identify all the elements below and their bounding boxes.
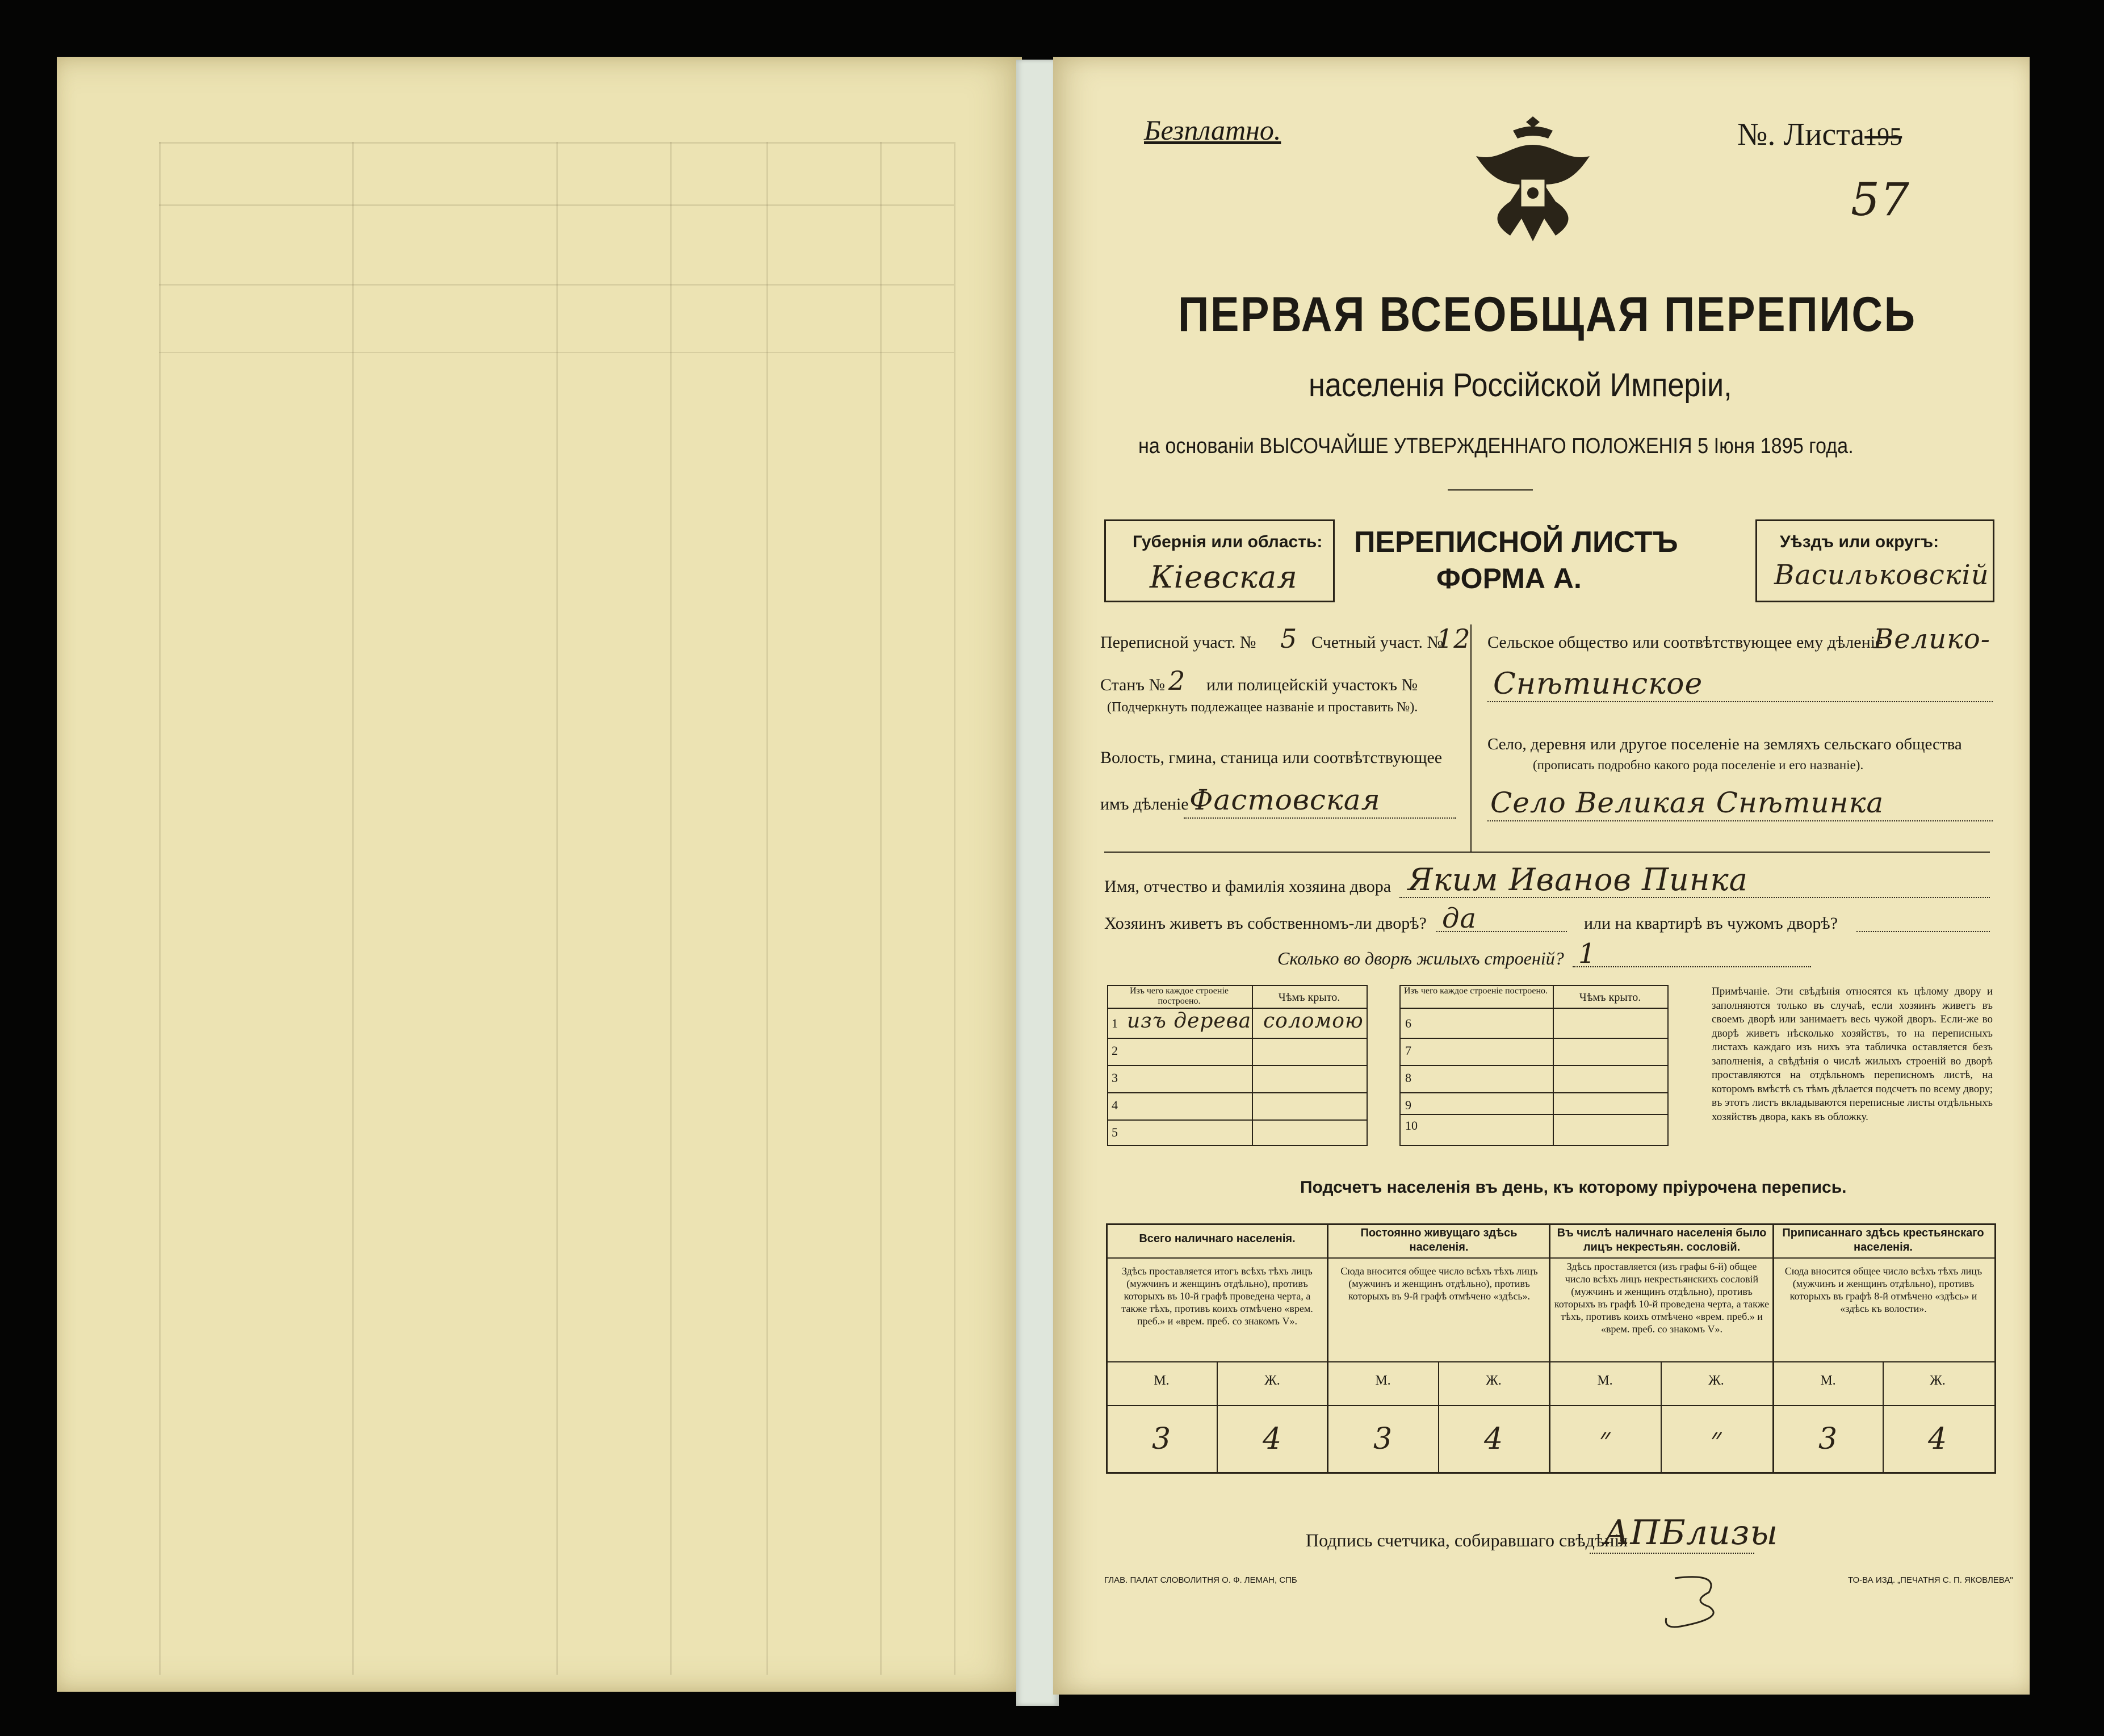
row-number: 10	[1405, 1118, 1418, 1133]
total-male-value: 3	[1151, 1422, 1172, 1456]
sheet-number-handwritten: 57	[1851, 173, 1910, 226]
group-1-desc: Здѣсь проставляется итогъ всѣхъ тѣхъ лицъ (мужчинъ и женщинъ отдѣльно), противъ которыхъ въ 10-й графѣ проведена черта, а также тѣхъ, противъ коихъ отмѣчено «врем. преб.» и «врем. преб. со знакомъ V».	[1121, 1265, 1313, 1327]
own-yard-value: да	[1442, 903, 1477, 934]
col-material-header: Изъ чего каждое строеніе построено.	[1129, 986, 1229, 1006]
total-female-value: 4	[1262, 1422, 1282, 1456]
table-rule	[1106, 1257, 1994, 1259]
buildings-line	[1573, 966, 1811, 967]
row-number: 3	[1112, 1071, 1118, 1085]
gubernia-label: Губернія или область:	[1133, 532, 1323, 551]
count-area-value: 12	[1436, 623, 1471, 654]
society-label: Сельское общество или соотвѣтствующее ему дѣленіе	[1487, 633, 1883, 652]
non-peasant-female-value: ״	[1710, 1422, 1722, 1456]
buildings-value: 1	[1578, 938, 1596, 970]
police-label: или полицейскій участокъ №	[1206, 676, 1418, 694]
binding-strip	[1016, 60, 1059, 1706]
village-value: Село Великая Снѣтинка	[1490, 786, 1884, 819]
table-rule	[1107, 1065, 1367, 1066]
row1-material: изъ дерева	[1127, 1009, 1252, 1033]
volost-value: Фастовская	[1189, 783, 1381, 816]
uezd-value: Васильковскій	[1774, 559, 1989, 591]
rent-label: или на квартирѣ въ чужомъ дворѣ?	[1584, 914, 1838, 933]
permanent-female-value: 4	[1483, 1422, 1504, 1456]
note-text: Примѣчаніе. Эти свѣдѣнія относятся къ цѣлому двору и заполняются только въ случаѣ, если хозяинъ живетъ въ своемъ дворѣ или занимаетъ весь чужой дворъ. Если-же во дворѣ живетъ нѣсколько хозяйствъ, то на переписныхъ листахъ каждаго изъ нихъ эта табличка оставляется безъ заполненія, а свѣдѣнія о числѣ жилыхъ строеній во дворѣ проставляются на отдѣльномъ переписномъ листѣ, на которомъ вмѣстѣ съ тѣмъ дѣлается подсчетъ по всему двору; въ этотъ листъ вкладываются переписные листы отдѣльныхъ хозяйствъ двора, какъ въ обложку.	[1712, 986, 1993, 1123]
signature-value: АПБлизы	[1604, 1513, 1779, 1553]
male-label: М.	[1375, 1373, 1391, 1388]
table-rule	[1107, 1038, 1367, 1039]
group-1-head: Всего наличнаго населенія.	[1139, 1232, 1296, 1245]
society-value-1: Велико-	[1874, 623, 1990, 655]
female-label: Ж.	[1930, 1373, 1946, 1388]
form-subtitle: ФОРМА А.	[1436, 563, 1582, 594]
table-rule	[1106, 1405, 1994, 1406]
col-material-header: Изъ чего каждое строеніе построено.	[1403, 986, 1548, 996]
non-peasant-male-value: ״	[1599, 1422, 1611, 1456]
row-number: 2	[1112, 1043, 1118, 1058]
census-area-value: 5	[1280, 623, 1298, 654]
male-label: М.	[1820, 1373, 1836, 1388]
village-label: Село, деревня или другое поселеніе на земляхъ сельскаго общества	[1487, 735, 1962, 753]
permanent-male-value: 3	[1373, 1422, 1393, 1456]
table-rule	[1106, 1361, 1994, 1362]
registered-female-value: 4	[1927, 1422, 1948, 1456]
male-label: М.	[1154, 1373, 1170, 1388]
col-roof-header: Чѣмъ крыто.	[1579, 991, 1641, 1004]
signature-line	[1590, 1553, 1754, 1554]
group-3-desc: Здѣсь проставляется (изъ графы 6-й) общее число всѣхъ лицъ некрестьянскихъ сословій (мужчинъ и женщинъ отдѣльно), противъ которыхъ въ графѣ 10-й проведена черта, а также тѣхъ, противъ коихъ отмѣчено «врем. преб.» и «врем. преб. со знакомъ V».	[1554, 1261, 1770, 1335]
table-rule	[1399, 1038, 1667, 1039]
signature-flourish-icon	[1652, 1570, 1749, 1632]
census-title: ПЕРВАЯ ВСЕОБЩАЯ ПЕРЕПИСЬ	[1178, 287, 1917, 342]
row-number: 7	[1405, 1043, 1411, 1058]
village-line	[1487, 820, 1993, 821]
own-yard-label: Хозяинъ живетъ въ собственномъ-ли дворѣ?	[1104, 914, 1427, 933]
volost-line	[1184, 817, 1456, 819]
census-subtitle: населенія Россійской Имперіи,	[1309, 367, 1732, 404]
count-area-label: Счетный участ. №	[1311, 633, 1444, 652]
village-note: (прописать подробно какого рода поселеніе и его названіе).	[1533, 758, 1864, 772]
signature-label: Подпись счетчика, собиравшаго свѣдѣнія	[1306, 1530, 1628, 1550]
fields-bottom-rule	[1104, 852, 1990, 853]
group-4-head: Приписаннаго здѣсь крестьянскаго населенія.	[1782, 1227, 1984, 1253]
row-number: 9	[1405, 1098, 1411, 1112]
stan-value: 2	[1168, 665, 1186, 696]
row-number: 8	[1405, 1071, 1411, 1085]
printer-right: ТО-ВА ИЗД. „ПЕЧАТНЯ С. П. ЯКОВЛЕВА"	[1848, 1575, 2013, 1585]
printer-left: ГЛАВ. ПАЛАТ СЛОВОЛИТНЯ О. Ф. ЛЕМАН, СПБ	[1104, 1575, 1297, 1585]
society-value-2: Снѣтинское	[1493, 667, 1703, 701]
table-rule	[1399, 1092, 1667, 1093]
col-roof-header: Чѣмъ крыто.	[1278, 991, 1340, 1004]
owner-label: Имя, отчество и фамилія хозяина двора	[1104, 877, 1392, 896]
volost-label-2: имъ дѣленіе	[1100, 795, 1189, 814]
volost-label: Волость, гмина, станица или соотвѣтствующее	[1100, 748, 1443, 767]
left-page-blank	[57, 57, 1022, 1692]
census-area-label: Переписной участ. №	[1100, 633, 1256, 652]
owner-line	[1399, 897, 1990, 898]
registered-male-value: 3	[1818, 1422, 1838, 1456]
row1-roof: соломою	[1263, 1009, 1364, 1033]
ornament-divider	[1448, 489, 1533, 496]
uezd-label: Уѣздъ или округъ:	[1780, 532, 1939, 551]
male-label: М.	[1597, 1373, 1613, 1388]
census-basis: на основаніи ВЫСОЧАЙШЕ УТВЕРЖДЕННАГО ПОЛОЖЕНІЯ 5 Іюня 1895 года.	[1138, 434, 1854, 458]
group-3-head: Въ числѣ наличнаго населенія было лицъ некрестьян. сословій.	[1557, 1227, 1767, 1253]
table-rule	[1107, 1008, 1367, 1009]
fields-divider	[1470, 624, 1472, 852]
female-label: Ж.	[1486, 1373, 1502, 1388]
sheet-number-struck: 195	[1864, 123, 1902, 150]
female-label: Ж.	[1708, 1373, 1724, 1388]
own-yard-line	[1436, 931, 1567, 932]
gubernia-value: Кіевская	[1150, 559, 1298, 595]
count-table-title: Подсчетъ населенія въ день, къ которому пріурочена перепись.	[1300, 1178, 1847, 1197]
imperial-eagle-icon	[1470, 111, 1595, 264]
table-rule	[1399, 1065, 1667, 1066]
society-line	[1487, 701, 1993, 702]
sheet-number-label: №. Листа195	[1737, 117, 1902, 152]
group-4-desc: Сюда вносится общее число всѣхъ тѣхъ лицъ (мужчинъ и женщинъ отдѣльно), противъ которыхъ въ графѣ 8-й отмѣчено «здѣсь» и «здѣсь къ волости».	[1784, 1265, 1983, 1314]
female-label: Ж.	[1264, 1373, 1280, 1388]
table-rule	[1107, 1119, 1367, 1121]
table-rule	[1107, 1092, 1367, 1093]
stan-label: Станъ №	[1100, 676, 1166, 694]
buildings-label: Сколько во дворѣ жилыхъ строеній?	[1277, 948, 1564, 968]
row-number: 6	[1405, 1016, 1411, 1030]
table-rule	[1399, 1008, 1667, 1009]
owner-value: Яким Иванов Пинка	[1408, 862, 1748, 898]
table-rule	[1399, 1114, 1667, 1115]
group-2-head: Постоянно живущаго здѣсь населенія.	[1360, 1227, 1518, 1253]
form-title: ПЕРЕПИСНОЙ ЛИСТЪ	[1354, 526, 1678, 559]
rent-line	[1856, 931, 1990, 932]
row-number: 4	[1112, 1098, 1118, 1112]
row-number: 5	[1112, 1125, 1118, 1139]
underline-note: (Подчеркнуть подлежащее названіе и проставить №).	[1107, 700, 1418, 715]
row-number: 1	[1112, 1016, 1118, 1030]
group-2-desc: Сюда вносится общее число всѣхъ тѣхъ лицъ (мужчинъ и женщинъ отдѣльно), противъ которыхъ въ 9-й графѣ отмѣчено «здѣсь».	[1340, 1265, 1538, 1302]
free-label: Безплатно.	[1144, 114, 1281, 146]
